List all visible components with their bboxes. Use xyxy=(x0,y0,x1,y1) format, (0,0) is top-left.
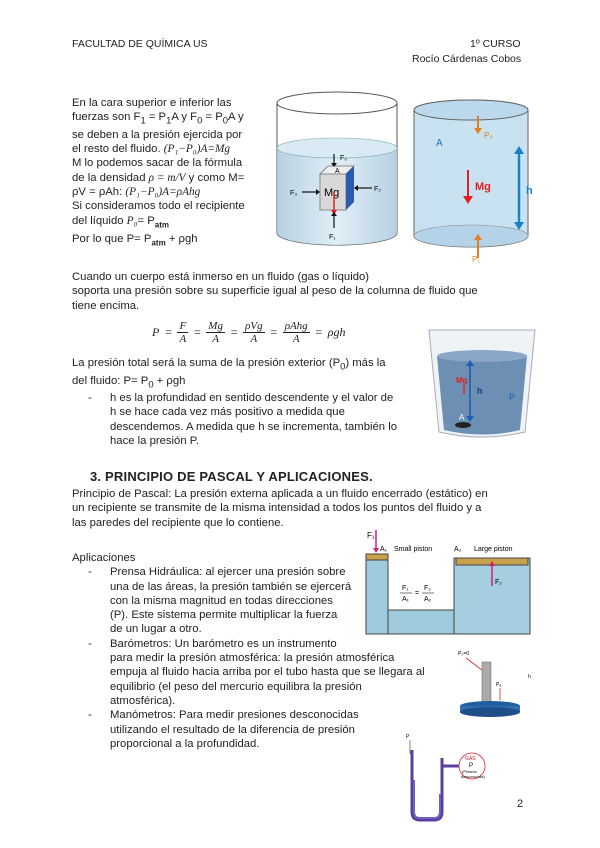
formula-eq: = xyxy=(269,325,278,339)
list-item-barometro xyxy=(72,637,452,708)
fig2-p0-label: P₀ xyxy=(484,131,493,140)
text-line: Si consideramos todo el recipiente xyxy=(72,200,245,213)
text-line: En la cara superior e inferior las xyxy=(72,97,232,109)
text-line: empuja al fluido hacia arriba por el tubo hasta que se llegara al xyxy=(110,666,425,679)
formula-result: ρgh xyxy=(327,325,346,339)
fig6-desc-label: desconocida) xyxy=(461,774,485,779)
text-line: - Manómetros: Para medir presiones desconocidas xyxy=(110,709,359,722)
fig6-p-top: P xyxy=(406,734,410,740)
svg-text:=: = xyxy=(415,590,420,597)
text-line: M lo podemos sacar de la fórmula xyxy=(72,157,243,170)
text-line: Cuando un cuerpo está inmerso en un fluido (gas o líquido) xyxy=(72,271,370,283)
fig3-a-label: A xyxy=(459,413,465,422)
fig2-p1-label: P₁ xyxy=(472,255,481,264)
header-faculty: FACULTAD DE QUÍMICA US xyxy=(72,38,208,50)
glass-figure xyxy=(425,322,540,442)
barometer-figure xyxy=(452,648,537,720)
fraction-rahg-a: ρAhg A xyxy=(284,320,308,345)
text-line: Principio de Pascal: La presión externa aplicada a un fluido encerrado (estático) en xyxy=(72,488,488,500)
fig6-presion-label: (Presión xyxy=(462,769,477,774)
formula-p: P xyxy=(152,325,160,339)
fig5-patm-label: Pₐ xyxy=(496,682,502,688)
text-line: hace la presión P. xyxy=(110,434,199,447)
fig6-gas-label: GAS xyxy=(465,756,476,762)
text-line: h se hace cada vez más positivo a medida que xyxy=(110,406,345,419)
text-line: de un lugar a otro. xyxy=(110,623,202,636)
header-author: Rocío Cárdenas Cobos xyxy=(412,53,522,65)
text-line: se deben a la presión ejercida por xyxy=(72,128,243,141)
text-line: del líquido $P_0= P_{atm}$ xyxy=(72,214,169,229)
header-course: 1º CURSO xyxy=(470,38,521,50)
fig5-h-label: h xyxy=(528,674,531,680)
fraction-f-a: $\frac{F}{A}$ xyxy=(179,320,187,345)
fig3-p-label: P xyxy=(509,392,516,402)
formula-eq: = xyxy=(314,325,323,339)
hydraulic-press-figure xyxy=(364,528,532,640)
text-line: un recipiente se transmite de la misma intensidad a todos los puntos del fluido y a xyxy=(72,502,482,515)
fig6-p-label: P xyxy=(469,763,474,769)
fig4-eq-f2: F₂ xyxy=(424,585,431,592)
text-line: (P). Este sistema permite multiplicar la fuerza xyxy=(110,609,338,622)
bullet-list-depth xyxy=(72,391,422,448)
text-line: utilizando el resultado de la diferencia de presión xyxy=(110,723,355,736)
text-line: el resto del fluido. (P₁−P₀)A=Mg xyxy=(72,143,231,156)
text-line: las paredes del recipiente que lo contiene. xyxy=(72,516,284,529)
section-title: 3. PRINCIPIO DE PASCAL Y APLICACIONES. xyxy=(90,469,373,484)
text-line: atmosférica). xyxy=(110,694,176,707)
fig1-f0-label: F₀ xyxy=(340,155,348,162)
list-item-manometro xyxy=(72,708,452,751)
pressure-formula xyxy=(152,320,346,345)
fig5-p0-label: P₀=0 xyxy=(458,651,470,657)
paragraph-total-pressure xyxy=(72,356,422,448)
fraction-rvg-a: ρVg A xyxy=(245,320,263,345)
fig1-f1-label: F₁ xyxy=(329,234,336,241)
container-pressure-figure xyxy=(408,96,540,264)
text-line: ρV = ρAh: (P₁−P₀)A=ρAhg xyxy=(72,186,201,199)
aplicaciones-title: Aplicaciones xyxy=(72,552,136,564)
text-line: - h es la profundidad en sentido descendente y el valor de xyxy=(110,392,394,405)
text-line: fuerzas son $F_1 = P_1A$ y $F_0 = P_0A$ y xyxy=(72,111,244,126)
fig4-f1-label: F₁ xyxy=(367,531,375,540)
fig4-large-label: Large piston xyxy=(474,546,513,553)
fig1-mg-label: Mg xyxy=(324,187,340,199)
fig4-f2-label: F₂ xyxy=(495,579,502,586)
text-line: de la densidad ρ = m/V y como M= xyxy=(72,171,245,184)
text-line: Por lo que $P= P_{atm} + \rho gh$ xyxy=(72,233,198,248)
fig2-mg-label: Mg xyxy=(475,181,491,193)
fig2-h-label: h xyxy=(526,185,533,197)
text-line: para medir la presión atmosférica: la presión atmosférica xyxy=(110,652,395,665)
page-number: 2 xyxy=(517,798,524,810)
fig4-eq-f1: F₁ xyxy=(402,585,409,592)
fig4-eq-a2: A₂ xyxy=(424,596,432,603)
text-line: equilibrio (el peso del mercurio equilibra la presión xyxy=(110,680,362,693)
formula-eq: = xyxy=(164,325,173,339)
text-line: una de las áreas, la presión también se ejercerá xyxy=(110,580,352,593)
fig1-a-label: A xyxy=(335,168,340,175)
fig3-mg-label: Mg xyxy=(456,376,468,385)
text-line: tiene encima. xyxy=(72,299,140,312)
text-line: - Prensa Hidráulica: al ejercer una presión sobre xyxy=(110,566,346,579)
text-line: del fluido: $P= P_0 + \rho gh$ xyxy=(72,374,186,389)
text-line: descendemos. A medida que h se incrementa, también lo xyxy=(110,420,397,433)
fig1-f3-label: F₃ xyxy=(290,190,298,197)
text-line: proporcional a la profundidad. xyxy=(110,737,260,750)
formula-eq: = xyxy=(193,325,202,339)
text-line: La presión total será la suma de la presión exterior $(P_0)$ más la xyxy=(72,357,386,372)
fig4-eq-a1: A₁ xyxy=(402,596,410,603)
cylinder-cube-figure xyxy=(272,88,402,258)
fig4-small-label: Small piston xyxy=(394,546,433,553)
text-line: con la misma magnitud en todas direcciones xyxy=(110,594,333,607)
paragraph-pascal xyxy=(72,487,532,530)
list-item xyxy=(72,391,422,448)
text-line: - Barómetros: Un barómetro es un instrumento xyxy=(110,637,337,650)
fig4-a1-label: A₁ xyxy=(380,546,388,553)
manometer-figure xyxy=(398,730,498,825)
formula-eq: = xyxy=(229,325,239,339)
fig3-h-label: h xyxy=(477,386,483,396)
paragraph-immersed xyxy=(72,270,532,313)
fraction-mg-a: $\frac{Mg}{A}$ xyxy=(208,320,223,345)
paragraph-forces xyxy=(72,96,272,251)
text-line: soporta una presión sobre su superficie igual al peso de la columna de fluido que xyxy=(72,285,478,298)
fig2-a-label: A xyxy=(436,138,443,149)
fig4-a2-label: A₂ xyxy=(454,546,462,553)
fig1-f2-label: F₂ xyxy=(374,186,381,193)
